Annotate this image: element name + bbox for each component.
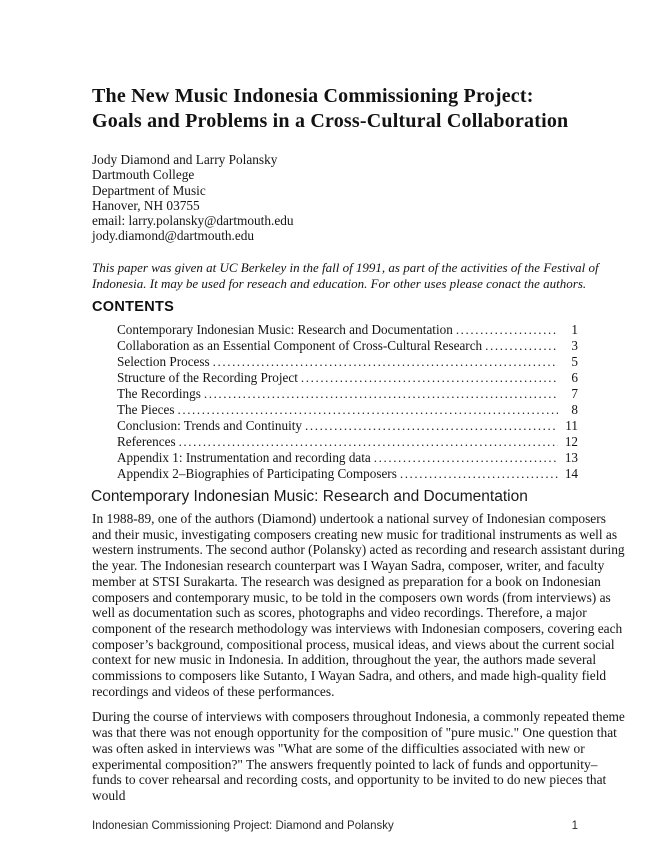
toc-entry-page: 7: [571, 386, 578, 401]
toc-dot-leader: [400, 466, 558, 482]
author-line: Department of Music: [92, 182, 206, 198]
toc-entry-label: Structure of the Recording Project: [117, 370, 298, 385]
toc-entry-page: 11: [565, 418, 578, 433]
toc-entry-page: 13: [564, 450, 578, 465]
toc-entry-label: Conclusion: Trends and Continuity: [117, 418, 303, 433]
toc-entry: [117, 402, 578, 418]
toc-entry: [117, 386, 578, 402]
toc-entry: [117, 370, 578, 386]
toc-entry-label: Contemporary Indonesian Music: Research and Documentation: [117, 322, 453, 337]
toc-entry-label: The Pieces: [117, 402, 175, 417]
toc-entry-page: 14: [564, 466, 578, 481]
toc-entry-page: 5: [571, 354, 578, 369]
toc-dot-leader: [305, 418, 558, 434]
toc-dot-leader: [374, 450, 558, 466]
toc-dot-leader: [456, 322, 558, 338]
toc-entry-page: 8: [571, 402, 578, 417]
toc-entry-label: Appendix 2–Biographies of Participating Composers: [117, 466, 397, 481]
toc-entry-label: References: [117, 434, 176, 449]
toc-dot-leader: [301, 370, 558, 386]
footer-text: Indonesian Commissioning Project: Diamond and Polansky: [92, 820, 394, 832]
toc-entry: [117, 466, 578, 482]
paper-title: [92, 84, 568, 134]
toc-entry-page: 12: [564, 434, 578, 449]
toc-entry-label: Selection Process: [117, 354, 210, 369]
toc-entry: [117, 450, 578, 466]
author-block: [92, 152, 294, 244]
paper-title-line1: The New Music Indonesia Commissioning Project:: [92, 85, 534, 107]
page-footer: [92, 820, 578, 832]
toc-entry-label: The Recordings: [117, 386, 201, 401]
contents-heading: CONTENTS: [92, 299, 175, 315]
author-line: Jody Diamond and Larry Polansky: [92, 152, 278, 167]
toc-dot-leader: [485, 338, 558, 354]
section-heading: Contemporary Indonesian Music: Research and Documentation: [91, 488, 528, 505]
paragraph: During the course of interviews with composers throughout Indonesia, a commonly repeated theme was that there was not enough opportunity for the composition of "pure music." One question that was often asked in interviews was "What are some of the difficulties associated with new or experimental composition?" The answers frequently pointed to lack of funds and opportunity–funds to cover rehearsal and recording costs, and opportunity to be invited to do new pieces that would: [92, 709, 625, 803]
toc-entry: [117, 354, 578, 370]
author-line: email: larry.polansky@dartmouth.edu: [92, 213, 294, 229]
paper-title-line2: Goals and Problems in a Cross-Cultural Collaboration: [92, 110, 569, 132]
toc-entry: [117, 434, 578, 450]
toc-entry-label: Appendix 1: Instrumentation and recording data: [117, 450, 371, 465]
footer-page-number: 1: [571, 820, 578, 832]
usage-note: This paper was given at UC Berkeley in the fall of 1991, as part of the activities of the Festival of Indonesia. It may be used for reseach and education. For other uses please conact the authors.: [92, 260, 599, 291]
toc-entry-page: 1: [571, 322, 578, 337]
toc-entry-page: 6: [571, 370, 578, 385]
toc-dot-leader: [178, 402, 559, 418]
toc-dot-leader: [179, 434, 558, 450]
author-line: Dartmouth College: [92, 167, 195, 183]
body-paragraphs: [92, 511, 626, 814]
toc-dot-leader: [204, 386, 558, 402]
toc-entry-label: Collaboration as an Essential Component of Cross-Cultural Research: [117, 338, 483, 353]
paragraph: In 1988-89, one of the authors (Diamond) undertook a national survey of Indonesian composers and their music, investigating composers creating new music for traditional instruments as well as western instruments. The second author (Polansky) acted as recording and research assistant during the year. The Indonesian research counterpart was I Wayan Sadra, composer, writer, and faculty member at STSI Surakarta. The research was designed as preparation for a book on Indonesian composers and contemporary music, to be told in the composers own words (from interviews) as well as documentation such as scores, photographs and video recordings. Therefore, a major component of the research methodology was interviews with Indonesian composers, covering each composer’s background, compositional process, musical ideas, and views about the current social context for new music in Indonesia. In addition, throughout the year, the authors made several commissions to composers like Sutanto, I Wayan Sadra, and others, and made high-quality field recordings and videos of these performances.: [92, 511, 625, 699]
toc-entry: [117, 338, 578, 354]
table-of-contents: [117, 322, 578, 482]
toc-entry-page: 3: [571, 338, 578, 353]
toc-entry: [117, 418, 578, 434]
toc-entry: [117, 322, 578, 338]
author-line: jody.diamond@dartmouth.edu: [92, 228, 255, 244]
toc-dot-leader: [213, 354, 558, 370]
author-line: Hanover, NH 03755: [92, 197, 200, 213]
